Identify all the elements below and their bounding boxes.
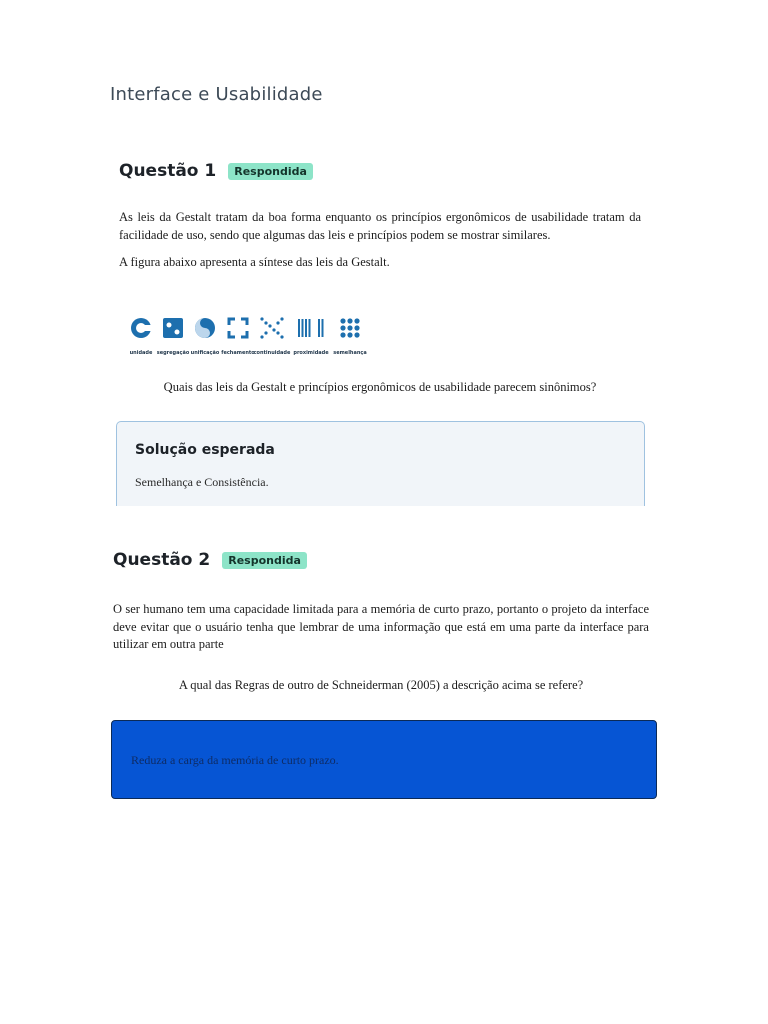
question-2-header	[113, 550, 307, 570]
question-1-prompt: Quais das leis da Gestalt e princípios ergonômicos de usabilidade parecem sinônimos?	[163, 380, 597, 394]
gestalt-proximidade	[293, 316, 329, 356]
gestalt-label: proximidade	[293, 350, 329, 356]
gestalt-segregacao	[156, 316, 190, 356]
status-badge: Respondida	[222, 552, 307, 569]
expected-solution-panel	[116, 421, 645, 506]
question-2-title: Questão 2	[113, 550, 211, 570]
gestalt-continuidade	[253, 316, 291, 356]
gestalt-unidade	[124, 316, 158, 356]
gestalt-laws-figure	[124, 306, 374, 358]
continuidade-icon	[255, 316, 289, 342]
gestalt-label: semelhança	[333, 350, 367, 356]
question-1-paragraph-2: A figura abaixo apresenta a síntese das leis da Gestalt.	[119, 255, 390, 269]
question-1-paragraph: As leis da Gestalt tratam da boa forma enquanto os princípios ergonômicos de usabilidade tratam da facilidade de uso, sendo que algumas das leis e princípios podem se mostrar similares.	[119, 210, 641, 242]
gestalt-semelhanca	[333, 316, 367, 356]
gestalt-label: continuidade	[253, 350, 291, 356]
question-1-title: Questão 1	[119, 161, 217, 181]
unificacao-icon	[188, 316, 222, 342]
semelhanca-icon	[333, 316, 367, 342]
gestalt-label: unidade	[129, 350, 153, 356]
page-title: Interface e Usabilidade	[110, 84, 323, 105]
fechamento-icon	[221, 316, 255, 342]
segregacao-icon	[156, 316, 190, 342]
gestalt-label: unificação	[190, 350, 220, 356]
question-1-header	[119, 161, 313, 181]
status-badge: Respondida	[228, 163, 313, 180]
question-2-paragraph: O ser humano tem uma capacidade limitada para a memória de curto prazo, portanto o projeto da interface deve evitar que o usuário tenha que lembrar de uma informação que está em uma parte da interface para utilizar em outra parte	[113, 602, 649, 651]
gestalt-label: segregação	[156, 350, 190, 356]
unidade-icon	[124, 316, 158, 342]
question-2-prompt: A qual das Regras de outro de Schneiderman (2005) a descrição acima se refere?	[178, 678, 584, 692]
answer-box	[111, 720, 657, 799]
solution-text: Semelhança e Consistência.	[135, 475, 269, 489]
solution-title: Solução esperada	[135, 442, 275, 458]
gestalt-unificacao	[188, 316, 222, 356]
answer-text: Reduza a carga da memória de curto prazo.	[131, 753, 339, 767]
gestalt-label: fechamento	[221, 350, 255, 356]
proximidade-icon	[294, 316, 328, 342]
gestalt-fechamento	[221, 316, 255, 356]
